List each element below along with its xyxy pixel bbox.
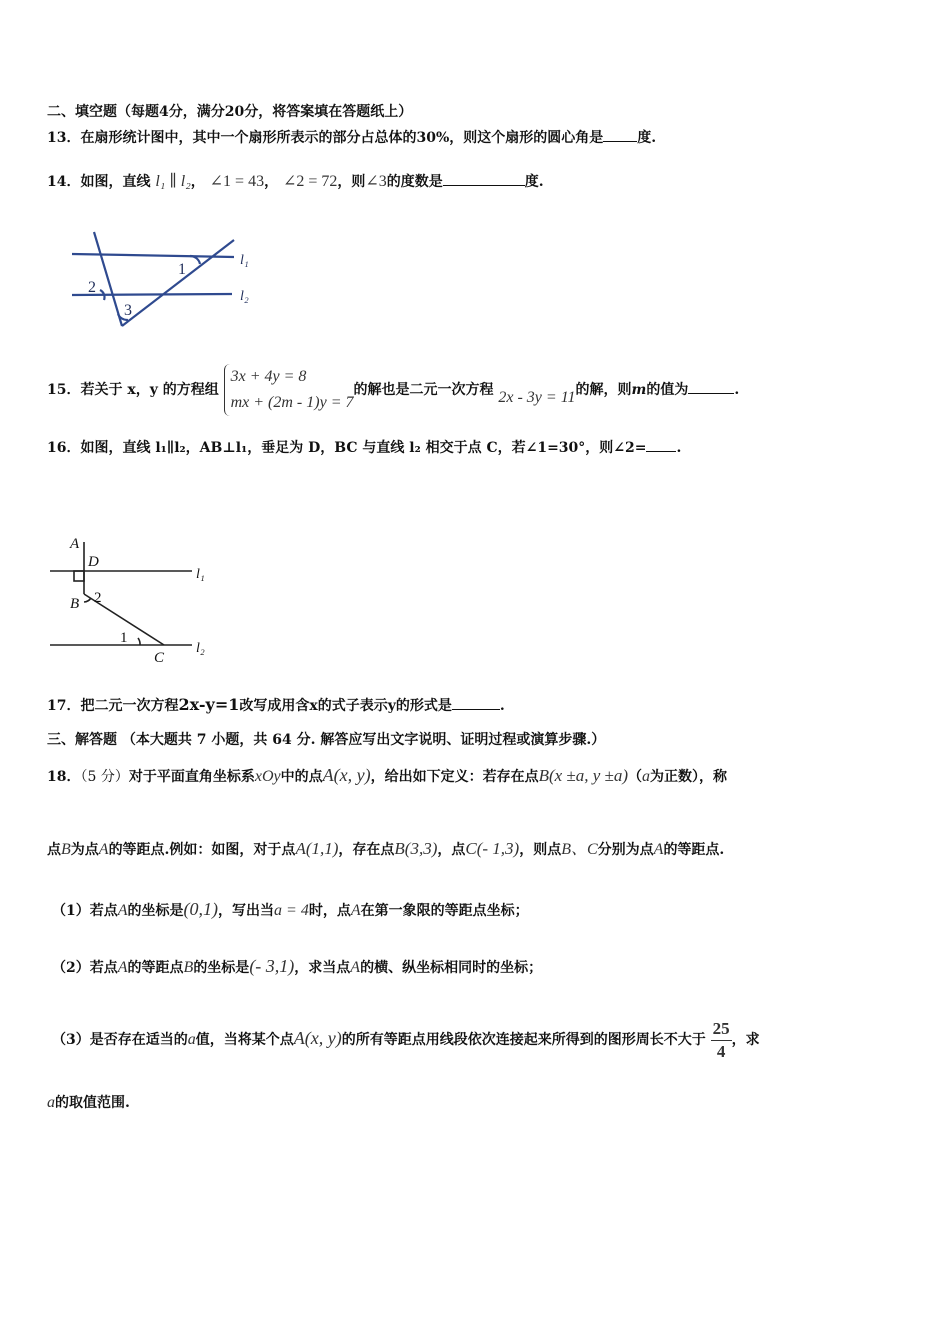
q14-label-1: 1: [178, 261, 186, 278]
q14-angle-1: ∠1 = 43: [209, 173, 265, 190]
q18-line2-f: ，则点: [519, 842, 562, 858]
q14-unit: 度.: [524, 174, 544, 190]
q18-p1-a: 若点: [89, 903, 118, 919]
q18-p2-d: ，求当点: [294, 960, 351, 976]
question-15: 15．若关于 x，y 的方程组 3x + 4y = 8 mx + (2m - 1)y = 7 的解也是二元一次方程 2x - 3y = 11的解，则m的值为 .: [47, 352, 739, 428]
q18-p1-a-var-2: A: [350, 902, 361, 919]
q16-number: 16．: [47, 440, 81, 456]
q18-p1-label: （1）: [52, 903, 90, 919]
q16-text: 如图，直线 l₁∥l₂，AB⊥l₁，垂足为 D，BC 与直线 l₂ 相交于点 C，若∠1=30°，则∠2=: [80, 440, 647, 456]
q18-p2-label: （2）: [52, 960, 90, 976]
question-13: [47, 127, 656, 149]
q18-p1-a-var: A: [117, 902, 128, 919]
q14-label-l1: l₁: [240, 253, 249, 268]
q18-text-b: 中的点: [280, 769, 323, 785]
q16-label-c: C: [154, 650, 165, 666]
q18-p3-label: （3）: [52, 1032, 90, 1048]
q16-angle-2-arc: [84, 598, 91, 602]
q18-a-var: a: [642, 768, 651, 785]
q18-p3-d: ，求: [731, 1032, 760, 1048]
q18-line2-g: 分别为点: [597, 842, 654, 858]
section-3-note: （本大题共 7 小题，共 64 分. 解答应写出文字说明、证明过程或演算步骤.）: [121, 732, 606, 748]
q15-text-d: 的值为: [646, 382, 689, 398]
section-3-heading: 三、解答题: [47, 732, 117, 748]
q18-p2-b-var: B: [183, 959, 194, 976]
q17-text-c: 的式子表示: [317, 698, 388, 714]
question-18-line-1: [47, 764, 727, 788]
q15-answer-blank[interactable]: [688, 379, 734, 394]
q14-transversal-right: [122, 240, 234, 326]
q17-text-a: 把二元一次方程: [80, 698, 179, 714]
q18-p3-fraction: [711, 1018, 732, 1063]
q14-text-a: 如图，直线: [80, 174, 151, 190]
q18-line2-a-var-2: A: [653, 841, 664, 858]
q16-label-b: B: [70, 596, 80, 612]
q18-example-c: C(- 1,3): [465, 839, 520, 858]
q13-answer-blank[interactable]: [603, 127, 637, 142]
q18-bc: B、C: [561, 841, 598, 858]
q17-answer-blank[interactable]: [452, 695, 500, 710]
q14-label-l2: l₂: [240, 289, 249, 304]
q18-number: 18．: [47, 769, 81, 785]
q18-xoy: xOy: [254, 768, 281, 785]
section-2-title: 二、填空题（每题4分，满分20分，将答案填在答题纸上）: [47, 104, 413, 120]
q18-score: （5 分）: [80, 769, 129, 785]
q18-p3-c: 的所有等距点用线段依次连接起来所得到的图形周长不大于: [341, 1032, 706, 1048]
q18-text-d: （: [628, 769, 643, 785]
q18-line2-b: 为点: [70, 842, 99, 858]
q18-p3-fraction-numerator: 25: [711, 1018, 732, 1041]
q14-label-2: 2: [88, 279, 96, 296]
q18-p3-b: 值，当将某个点: [195, 1032, 294, 1048]
q18-p2-coord: (- 3,1): [249, 956, 295, 976]
question-17: [47, 694, 505, 717]
q18-p1-c: ，写出当: [218, 903, 275, 919]
q16-label-1: 1: [120, 630, 128, 646]
q18-p3-e: 的取值范围.: [55, 1095, 130, 1111]
q13-text-b: ，则这个扇形的圆心角是: [449, 130, 604, 146]
q17-text-b: 改写成用含: [239, 698, 310, 714]
q18-line2-a: 点: [47, 842, 61, 858]
q18-p2-e: 的横、纵坐标相同时的坐标；: [360, 960, 543, 976]
q18-point-a: A(x, y): [322, 765, 371, 785]
q16-figure: [46, 532, 226, 666]
q17-equation: 2x-y=1: [178, 695, 240, 714]
q15-var-m: m: [631, 382, 647, 398]
q17-y: y: [387, 698, 396, 714]
q13-number: 13．: [47, 130, 81, 146]
q14-angle-2: ∠2 = 72: [282, 173, 338, 190]
q15-equation-3: 2x - 3y = 11: [498, 389, 576, 406]
q17-end: .: [499, 698, 505, 714]
q16-label-d: D: [88, 554, 99, 570]
q16-label-l2: l₂: [196, 641, 205, 656]
q18-line2-h: 的等距点.: [663, 842, 725, 858]
q18-line2-c: 的等距点.例如：如图，对于点: [108, 842, 296, 858]
q16-label-2: 2: [94, 590, 102, 606]
q14-text-c: 的度数是: [386, 174, 443, 190]
q17-number: 17．: [47, 698, 81, 714]
q17-x: x: [309, 698, 318, 714]
q18-line2-d: ，存在点: [338, 842, 395, 858]
q14-text-b: ，则: [337, 174, 366, 190]
q18-p3-a-var-2: a: [47, 1094, 55, 1111]
q14-answer-blank[interactable]: [443, 171, 525, 186]
q15-text-b: 的解也是二元一次方程: [353, 382, 494, 398]
section-3-title: [47, 729, 605, 751]
q18-p3-fraction-denominator: 4: [716, 1041, 726, 1061]
q14-label-3: 3: [124, 302, 132, 319]
q18-p1-b: 的坐标是: [127, 903, 184, 919]
q13-unit: 度.: [637, 130, 657, 146]
q18-p1-e: 在第一象限的等距点坐标；: [360, 903, 529, 919]
q18-p3-a: 是否存在适当的: [89, 1032, 188, 1048]
q14-transversal-left: [94, 232, 122, 326]
q18-line2-a-var: A: [98, 841, 109, 858]
q18-p2-b: 的等距点: [127, 960, 184, 976]
q18-p2-a: 若点: [89, 960, 118, 976]
q14-line-l2: [72, 294, 232, 295]
q18-point-b: B(x ±a, y ±a): [538, 766, 629, 785]
q18-part-2: [52, 955, 542, 979]
q18-p1-eq: a = 4: [274, 902, 309, 919]
q18-text-c: ，给出如下定义：若存在点: [370, 769, 539, 785]
q18-part-3: [52, 1008, 760, 1070]
q18-p2-a-var: A: [117, 959, 128, 976]
q18-text-e: 为正数），称: [650, 769, 728, 785]
q14-line-l1: [72, 254, 234, 257]
q18-part-3-continued: [47, 1092, 130, 1114]
question-18-line-2: [47, 838, 724, 861]
q15-text-a: 若关于 x，y 的方程组: [80, 382, 219, 398]
q15-number: 15．: [47, 382, 81, 398]
question-14: 14．如图，直线 l₁ ∥ l₂， ∠1 = 43， ∠2 = 72，则∠3的度数是 度.: [47, 173, 544, 190]
q15-equation-1: 3x + 4y = 8: [230, 368, 307, 385]
q18-part-1: [52, 898, 529, 922]
q14-parallel: l₁ ∥ l₂: [155, 173, 191, 190]
q18-line2-b-var: B: [61, 841, 71, 858]
q18-text-a: 对于平面直角坐标系: [128, 769, 255, 785]
q16-label-l1: l₁: [196, 567, 205, 582]
q18-line2-e: ，点: [437, 842, 466, 858]
q16-right-angle-mark: [74, 571, 84, 581]
q18-p1-d: 时，点: [308, 903, 351, 919]
q18-p2-a-var-2: A: [350, 959, 361, 976]
q18-p3-a-var: a: [187, 1031, 196, 1048]
q18-p1-coord: (0,1): [183, 899, 219, 919]
q17-text-d: 的形式是: [395, 698, 452, 714]
q16-answer-blank[interactable]: [646, 437, 676, 452]
q15-equation-2: mx + (2m - 1)y = 7: [230, 394, 354, 411]
q15-equation-system: [224, 364, 354, 416]
q16-angle-1-arc: [138, 638, 140, 645]
q16-label-a: A: [70, 536, 80, 552]
q18-example-a: A(1,1): [295, 839, 339, 858]
q15-text-c: 的解，则: [575, 382, 632, 398]
q18-example-b: B(3,3): [394, 839, 438, 858]
q18-p3-point: A(x, y): [293, 1028, 342, 1048]
q14-number: 14．: [47, 174, 81, 190]
q13-percent: 30%: [416, 130, 450, 146]
q14-figure: [66, 228, 266, 332]
q16-end: .: [676, 440, 682, 456]
q14-angle-3: ∠3: [365, 173, 387, 190]
q13-text-a: 在扇形统计图中，其中一个扇形所表示的部分占总体的: [80, 130, 417, 146]
q18-p2-c: 的坐标是: [193, 960, 250, 976]
question-16: [47, 437, 681, 459]
